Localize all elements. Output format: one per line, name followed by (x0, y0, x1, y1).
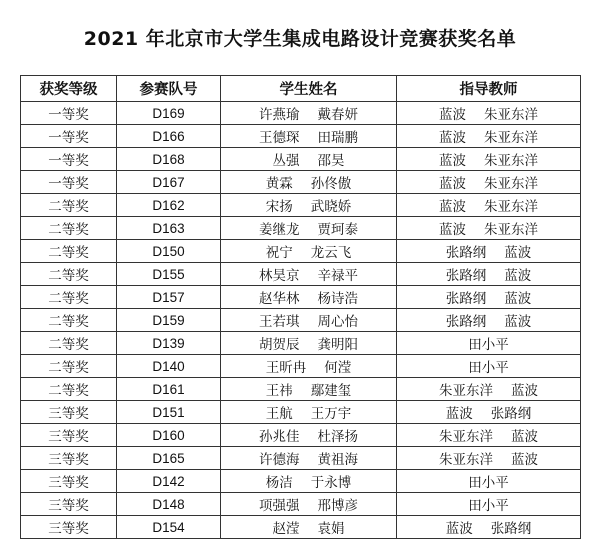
table-header-row (21, 76, 581, 102)
award-level-cell: 三等奖 (21, 424, 117, 447)
student-name: 赵华林 (259, 291, 300, 307)
advisor-name: 朱亚东洋 (484, 176, 538, 192)
table-row (21, 171, 581, 194)
award-level-cell: 三等奖 (21, 401, 117, 424)
student-name: 孙兆佳 (259, 429, 300, 445)
award-level-cell: 二等奖 (21, 355, 117, 378)
advisor-name: 朱亚东洋 (439, 429, 493, 445)
advisor-name: 蓝波 (504, 245, 532, 261)
table-row (21, 263, 581, 286)
student-name: 姜继龙 (259, 222, 300, 238)
student-name: 孙佟傲 (310, 176, 352, 192)
advisors-cell (397, 217, 581, 240)
team-number-cell: D167 (117, 171, 221, 194)
student-name: 丛强 (272, 153, 300, 169)
table-row (21, 240, 581, 263)
team-number-cell: D159 (117, 309, 221, 332)
student-name: 赵滢 (272, 521, 300, 537)
header-level: 获奖等级 (21, 76, 117, 102)
table-row (21, 194, 581, 217)
student-name: 龚明阳 (317, 337, 358, 353)
team-number-cell: D142 (117, 470, 221, 493)
team-number-cell: D148 (117, 493, 221, 516)
student-name: 龙云飞 (310, 245, 352, 261)
award-table (20, 75, 581, 539)
advisor-name: 蓝波 (511, 383, 538, 399)
advisors-cell (397, 447, 581, 470)
award-level-cell: 二等奖 (21, 217, 117, 240)
advisor-name: 蓝波 (439, 153, 466, 169)
award-level-cell: 二等奖 (21, 309, 117, 332)
student-name: 杜泽扬 (317, 429, 358, 445)
team-number-cell: D140 (117, 355, 221, 378)
student-name: 黄祖海 (317, 452, 358, 468)
advisors-cell (397, 148, 581, 171)
table-row (21, 447, 581, 470)
advisor-name: 蓝波 (439, 130, 466, 146)
student-name: 宋扬 (265, 199, 293, 215)
student-name: 武晓娇 (310, 199, 352, 215)
student-name: 田瑞鹏 (317, 130, 358, 146)
team-number-cell: D169 (117, 102, 221, 125)
advisor-name: 朱亚东洋 (484, 130, 538, 146)
team-number-cell: D150 (117, 240, 221, 263)
team-number-cell: D165 (117, 447, 221, 470)
student-name: 许燕瑜 (259, 107, 300, 123)
award-level-cell: 一等奖 (21, 125, 117, 148)
students-cell (221, 332, 397, 355)
students-cell (221, 309, 397, 332)
award-level-cell: 二等奖 (21, 194, 117, 217)
award-level-cell: 二等奖 (21, 378, 117, 401)
student-name: 项强强 (259, 498, 300, 514)
advisor-name: 张路纲 (445, 314, 487, 330)
student-name: 杨诗浩 (317, 291, 358, 307)
advisors-cell (397, 309, 581, 332)
award-level-cell: 一等奖 (21, 148, 117, 171)
advisors-cell (397, 355, 581, 378)
students-cell (221, 401, 397, 424)
advisor-name: 蓝波 (439, 222, 466, 238)
students-cell (221, 355, 397, 378)
advisors-cell (397, 286, 581, 309)
advisor-name: 张路纲 (445, 245, 487, 261)
header-team: 参赛队号 (117, 76, 221, 102)
students-cell (221, 194, 397, 217)
award-level-cell: 三等奖 (21, 493, 117, 516)
table-row (21, 470, 581, 493)
student-name: 于永博 (310, 475, 352, 491)
team-number-cell: D160 (117, 424, 221, 447)
advisor-name: 蓝波 (511, 452, 538, 468)
student-name: 辛禄平 (317, 268, 358, 284)
advisors-cell (397, 424, 581, 447)
advisor-name: 蓝波 (511, 429, 538, 445)
award-level-cell: 一等奖 (21, 171, 117, 194)
advisors-cell (397, 194, 581, 217)
table-row (21, 332, 581, 355)
student-name: 杨洁 (265, 475, 293, 491)
advisor-name: 蓝波 (445, 521, 473, 537)
students-cell (221, 102, 397, 125)
advisor-name: 蓝波 (439, 199, 466, 215)
student-name: 戴春妍 (317, 107, 358, 123)
header-advisors: 指导教师 (397, 76, 581, 102)
award-level-cell: 一等奖 (21, 102, 117, 125)
student-name: 何滢 (324, 360, 352, 376)
students-cell (221, 148, 397, 171)
student-name: 许德海 (259, 452, 300, 468)
advisor-name: 张路纲 (445, 291, 487, 307)
advisor-name: 蓝波 (504, 314, 532, 330)
table-row (21, 516, 581, 539)
table-row (21, 378, 581, 401)
advisor-name: 田小平 (468, 360, 509, 376)
table-body (21, 102, 581, 539)
award-level-cell: 二等奖 (21, 263, 117, 286)
students-cell (221, 286, 397, 309)
advisor-name: 蓝波 (504, 268, 532, 284)
student-name: 王祎 (265, 383, 293, 399)
advisors-cell (397, 332, 581, 355)
advisors-cell (397, 171, 581, 194)
table-row (21, 493, 581, 516)
team-number-cell: D139 (117, 332, 221, 355)
student-name: 黄霖 (265, 176, 293, 192)
award-level-cell: 三等奖 (21, 447, 117, 470)
table-row (21, 217, 581, 240)
header-students: 学生姓名 (221, 76, 397, 102)
advisors-cell (397, 125, 581, 148)
advisor-name: 张路纲 (445, 268, 487, 284)
students-cell (221, 516, 397, 539)
advisors-cell (397, 493, 581, 516)
team-number-cell: D161 (117, 378, 221, 401)
student-name: 周心怡 (317, 314, 358, 330)
award-level-cell: 三等奖 (21, 516, 117, 539)
advisor-name: 张路纲 (490, 521, 532, 537)
advisor-name: 田小平 (468, 475, 509, 491)
student-name: 胡贺辰 (259, 337, 300, 353)
page-title: 2021 年北京市大学生集成电路设计竞赛获奖名单 (83, 28, 517, 50)
students-cell (221, 493, 397, 516)
students-cell (221, 125, 397, 148)
table-row (21, 286, 581, 309)
table-row (21, 125, 581, 148)
table-row (21, 102, 581, 125)
team-number-cell: D157 (117, 286, 221, 309)
advisor-name: 蓝波 (439, 107, 466, 123)
advisors-cell (397, 401, 581, 424)
award-level-cell: 三等奖 (21, 470, 117, 493)
table-row (21, 355, 581, 378)
award-level-cell: 二等奖 (21, 286, 117, 309)
table-row (21, 148, 581, 171)
team-number-cell: D154 (117, 516, 221, 539)
students-cell (221, 424, 397, 447)
student-name: 林昊京 (259, 268, 300, 284)
advisor-name: 蓝波 (445, 406, 473, 422)
advisor-name: 朱亚东洋 (484, 153, 538, 169)
advisor-name: 朱亚东洋 (439, 383, 493, 399)
table-row (21, 401, 581, 424)
student-name: 邵昊 (317, 153, 345, 169)
advisor-name: 朱亚东洋 (439, 452, 493, 468)
team-number-cell: D162 (117, 194, 221, 217)
advisors-cell (397, 516, 581, 539)
student-name: 王若琪 (259, 314, 300, 330)
advisor-name: 朱亚东洋 (484, 107, 538, 123)
students-cell (221, 217, 397, 240)
advisors-cell (397, 240, 581, 263)
advisors-cell (397, 263, 581, 286)
award-level-cell: 二等奖 (21, 332, 117, 355)
students-cell (221, 171, 397, 194)
student-name: 袁娟 (317, 521, 345, 537)
advisor-name: 田小平 (468, 498, 509, 514)
advisor-name: 张路纲 (490, 406, 532, 422)
students-cell (221, 378, 397, 401)
students-cell (221, 470, 397, 493)
advisor-name: 朱亚东洋 (484, 199, 538, 215)
advisor-name: 蓝波 (504, 291, 532, 307)
advisors-cell (397, 470, 581, 493)
student-name: 鄢建玺 (310, 383, 352, 399)
team-number-cell: D168 (117, 148, 221, 171)
student-name: 王德琛 (259, 130, 300, 146)
students-cell (221, 240, 397, 263)
student-name: 邢博彦 (317, 498, 358, 514)
advisors-cell (397, 102, 581, 125)
advisor-name: 朱亚东洋 (484, 222, 538, 238)
advisors-cell (397, 378, 581, 401)
table-row (21, 309, 581, 332)
student-name: 王昕冉 (265, 360, 307, 376)
advisor-name: 蓝波 (439, 176, 466, 192)
team-number-cell: D151 (117, 401, 221, 424)
students-cell (221, 447, 397, 470)
student-name: 贾珂泰 (317, 222, 358, 238)
team-number-cell: D163 (117, 217, 221, 240)
advisor-name: 田小平 (468, 337, 509, 353)
student-name: 王航 (265, 406, 293, 422)
students-cell (221, 263, 397, 286)
student-name: 祝宁 (265, 245, 293, 261)
student-name: 王万宇 (310, 406, 352, 422)
table-row (21, 424, 581, 447)
team-number-cell: D155 (117, 263, 221, 286)
award-level-cell: 二等奖 (21, 240, 117, 263)
team-number-cell: D166 (117, 125, 221, 148)
